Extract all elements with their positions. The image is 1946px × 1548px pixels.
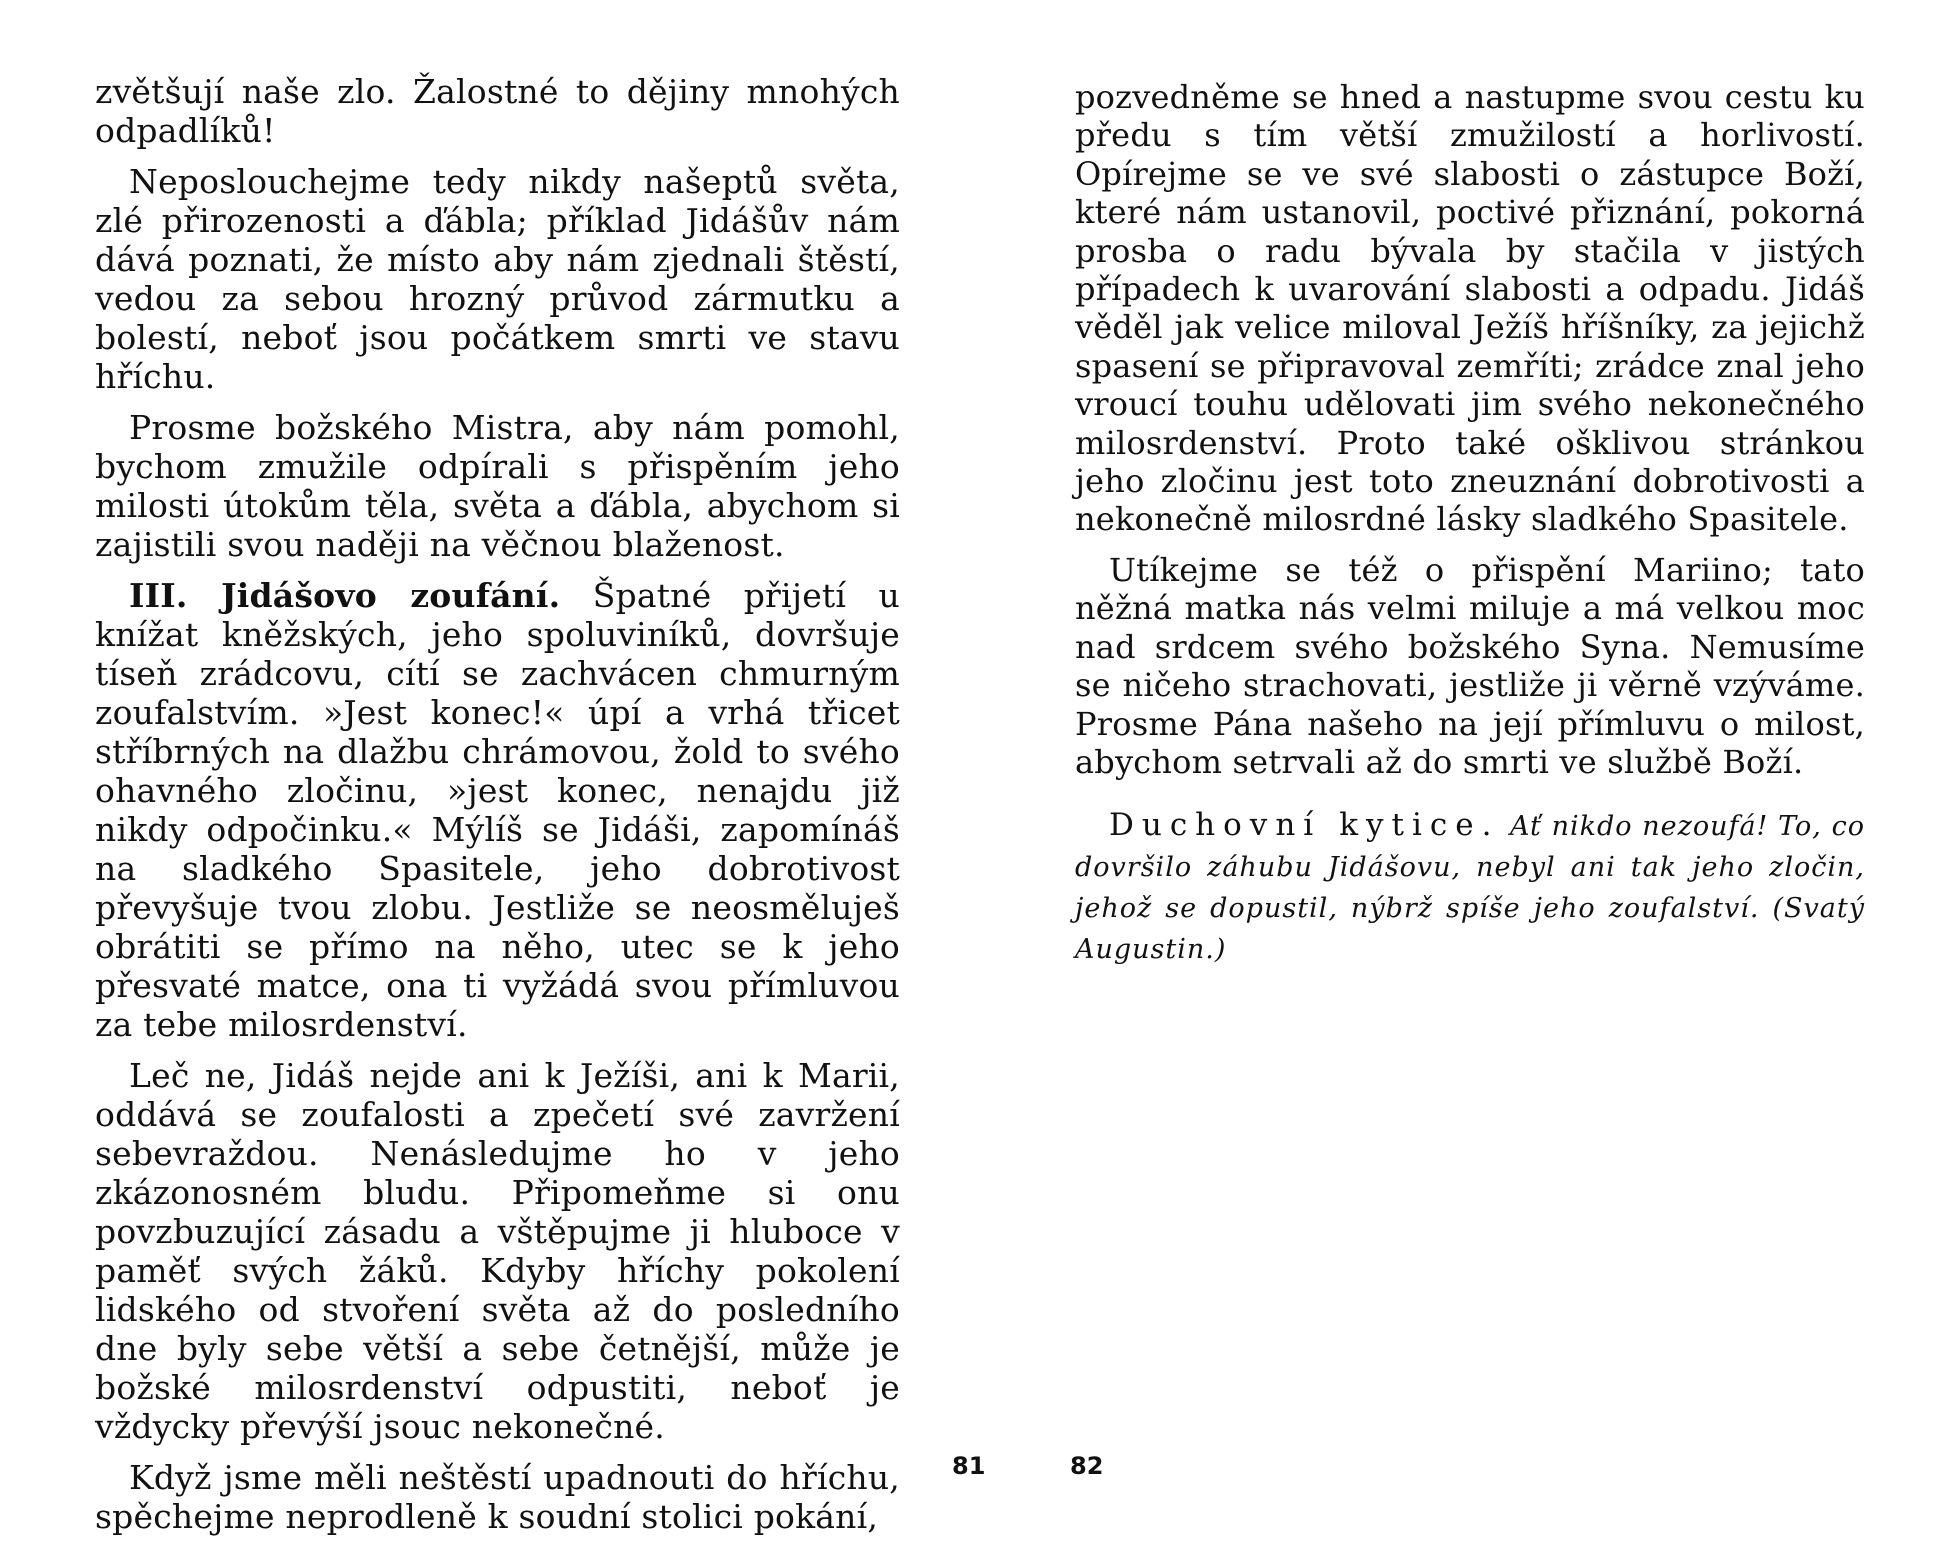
left-paragraph-6: Když jsme měli neštěstí upadnouti do hříchu, spěchejme neprodleně k soudní stolici pokání, [95,1458,900,1536]
coda-heading: Duchovní kytice. [1109,807,1500,844]
page-number-right: 82 [1070,1452,1104,1480]
section-heading: III. Jidášovo zoufání. [129,576,561,615]
left-page [95,0,986,1536]
left-paragraph-2: Neposlouchejme tedy nikdy našeptů světa, zlé přirozenosti a ďábla; příklad Jidášův nám dává poznati, že místo aby nám zjednali štěstí, vedou za sebou hrozný průvod zármutku a bolestí, neboť jsou počátkem smrti ve stavu hříchu. [95,162,900,396]
left-paragraph-5: Leč ne, Jidáš nejde ani k Ježíši, ani k Marii, oddává se zoufalosti a zpečetí své zavržení sebevraždou. Nenásledujme ho v jeho zkázonosném bludu. Připomeňme si onu povzbuzující zásadu a vštěpujme ji hluboce v paměť svých žáků. Kdyby hříchy pokolení lidského od stvoření světa až do posledního dne byly sebe větší a sebe četnější, může je božské milosrdenství odpustiti, neboť je vždycky převýší jsouc nekonečné. [95,1056,900,1446]
section-body: Špatné přijetí u knížat kněžských, jeho spoluviníků, dovršuje tíseň zrádcovu, cítí se zachvácen chmurným zoufalstvím. »Jest konec!« úpí a vrhá třicet stříbrných na dlažbu chrámovou, žold to svého ohavného zločinu, »jest konec, nenajdu již nikdy odpočinku.« Mýlíš se Jidáši, zapomínáš na sladkého Spasitele, jeho dobrotivost převyšuje tvou zlobu. Jestliže se neosměluješ obrátiti se přímo na něho, utec se k jeho přesvaté matce, ona ti vyžádá svou přímluvou za tebe milosrdenství. [95,576,900,1044]
spiritual-bouquet [1075,805,1865,969]
left-paragraph-1: zvětšují naše zlo. Žalostné to dějiny mnohých odpadlíků! [95,72,900,150]
right-text-column [1075,78,1865,1001]
right-paragraph-2: Utíkejme se též o přispění Mariino; tato něžná matka nás velmi miluje a má velkou moc nad srdcem svého božského Syna. Nemusíme se ničeho strachovati, jestliže ji věrně vzýváme. Prosme Pána našeho na její přímluvu o milost, abychom setrvali až do smrti ve službě Boží. [1075,550,1865,781]
left-paragraph-3: Prosme božského Mistra, aby nám pomohl, bychom zmužile odpírali s přispěním jeho milosti útokům těla, světa a ďábla, abychom si zajistili svou naději na věčnou blaženost. [95,408,900,564]
right-paragraph-1: pozvedněme se hned a nastupme svou cestu ku předu s tím větší zmužilostí a horlivostí. Opírejme se ve své slabosti o zástupce Boží, které nám ustanovil, poctivé přiznání, pokorná prosba o radu bývala by stačila v jistých případech k uvarování slabosti a odpadu. Jidáš věděl jak velice miloval Ježíš hříšníky, za jejichž spasení se připravoval zemříti; zrádce znal jeho vroucí touhu udělovati jim svého nekonečného milosrdenství. Proto také ošklivou stránkou jeho zločinu jest toto zneuznání dobrotivosti a nekonečně milosrdné lásky sladkého Spasitele. [1075,78,1865,539]
page-number-left: 81 [952,1452,986,1480]
right-page [1075,0,1865,1500]
coda-text: Ať nikdo nezoufá! To, co dovršilo záhubu Jidášovu, nebyl ani tak jeho zločin, jehož se dopustil, nýbrž spíše jeho zoufalství. (Svatý Augustin.) [1075,811,1865,966]
left-text-column [95,72,900,1548]
section-iii-paragraph [95,576,900,1044]
